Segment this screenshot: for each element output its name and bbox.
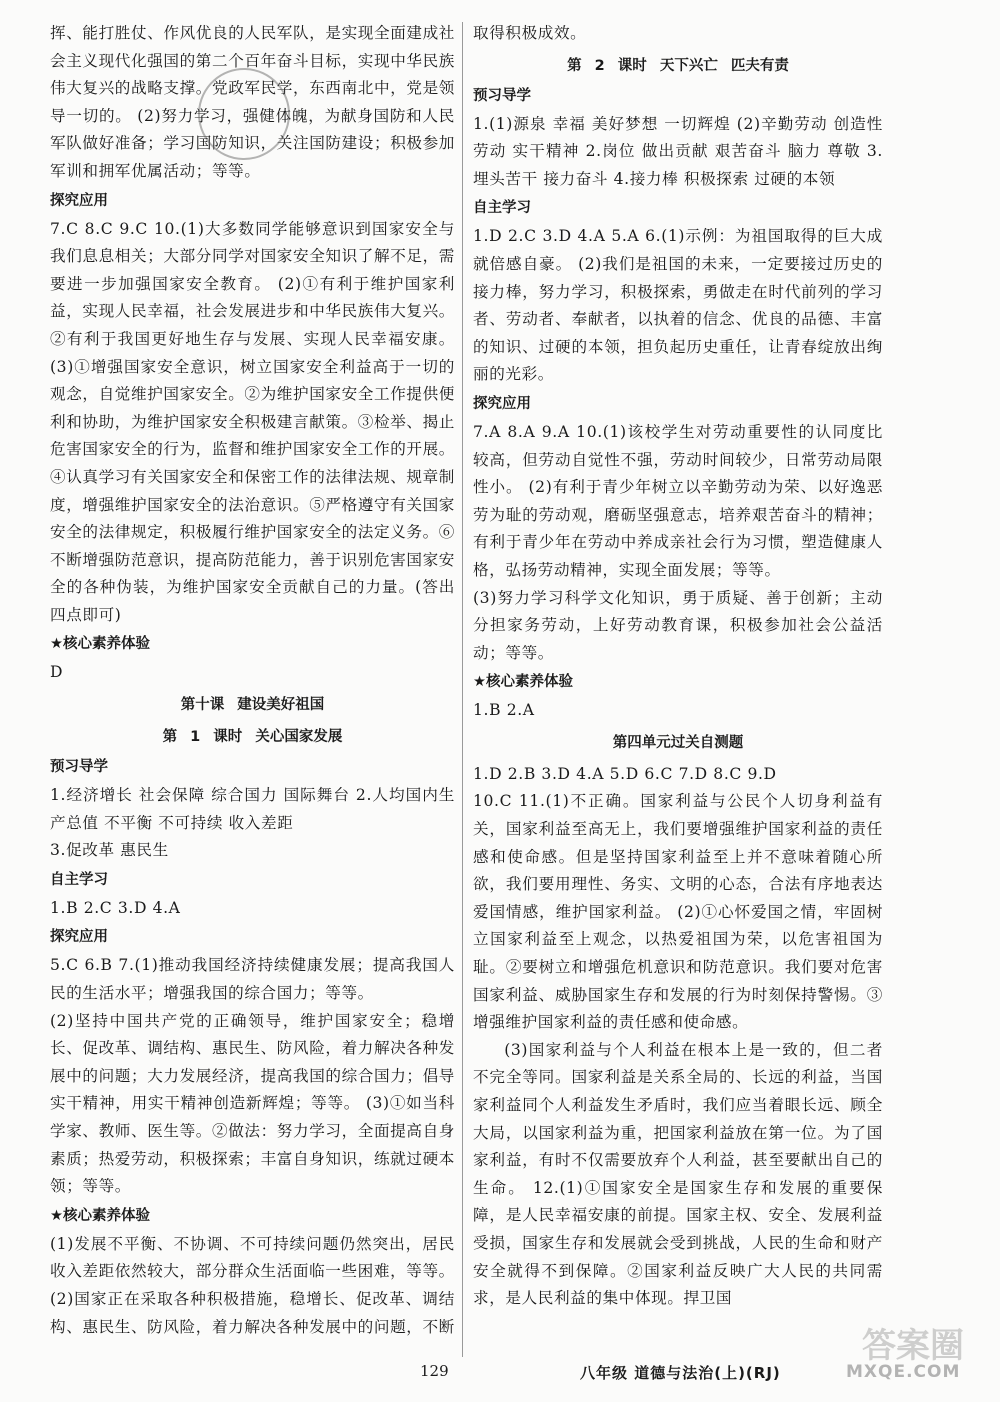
footer-title: 八年级 道德与法治(上)(RJ) — [580, 1364, 781, 1382]
section-heading: ★核心素养体验 — [473, 674, 573, 691]
period-title: 第 2 课时 天下兴亡 匹夫有责 — [567, 57, 789, 74]
paragraph: 1.经济增长 社会保障 综合国力 国际舞台 2.人均国内生产总值 不平衡 不可持续 收入差距 — [50, 786, 455, 832]
paragraph: (3)努力学习科学文化知识，勇于质疑、善于创新；主动分担家务劳动，上好劳动教育课，积极参加社会公益活动；等等。 — [473, 588, 883, 662]
paragraph: (3)国家利益与个人利益在根本上是一致的，但二者不完全等同。国家利益是关系全局的、长远的利益，当国家利益同个人利益发生矛盾时，我们应当着眼长远、顾全大局，以国家利益为重，把国家利益放在第一位。为了国家利益，有时不仅需要放弃个人利益，甚至要献出自己的生命。 12.(1)①国家安全是国家生存和发展的重要保障，是人民幸福安康的前提。国家主权、安全、发展利益受损，国家生存和发展就会受到挑战，人民的生命和财产安全就得不到保障。②国家利益反映广大人民的共同需求，是人民利益的集中体现。捍卫国 — [473, 1040, 883, 1308]
period-title: 第 1 课时 关心国家发展 — [162, 729, 343, 746]
column-divider — [462, 22, 463, 1357]
section-heading: 探究应用 — [473, 395, 531, 412]
paragraph: 1.B 2.C 3.D 4.A — [50, 898, 181, 917]
page-number: 129 — [420, 1362, 449, 1380]
paragraph: 5.C 6.B 7.(1)推动我国经济持续健康发展；提高我国人民的生活水平；增强我国的综合国力；等等。 — [50, 956, 455, 1003]
paragraph: 1.D 2.C 3.D 4.A 5.A 6.(1)示例：为祖国取得的巨大成就倍感自豪。 (2)我们是祖国的未来，一定要接过历史的接力棒，努力学习，积极探索，勇做走在时代前列的学习者、劳动者、奉献者，以执着的信念、优良的品德、丰富的知识、过硬的本领，担负起历史重任，让青春绽放出绚丽的光彩。 — [473, 227, 883, 384]
paragraph: (1)发展不平衡、不协调、不可持续问题仍然突出，居民收入差距依然较大，部分群众生活面临一些困难，等等。 — [50, 1234, 455, 1281]
unit-test-title: 第四单元过关自测题 — [612, 734, 744, 751]
paragraph: 10.C 11.(1)不正确。国家利益与公民个人切身利益有关，国家利益至高无上，我们要增强维护国家利益的责任感和使命感。但是坚持国家利益至上并不意味着随心所欲，我们要用理性、务实、文明的心态，合法有序地表达爱国情感，维护国家利益。 (2)①心怀爱国之情，牢固树立国家利益至上观念，以热爱祖国为荣，以危害祖国为耻。②要树立和增强危机意识和防范意识。我们要对危害国家利益、威胁国家生存和发展的行为时刻保持警惕。③增强维护国家利益的责任感和使命感。 — [473, 792, 883, 1032]
paragraph: 7.C 8.C 9.C 10.(1)大多数同学能够意识到国家安全与我们息息相关；大部分同学对国家安全知识了解不足，需要进一步加强国家安全教育。 (2)①有利于维护国家利益，实现人民幸福，社会发展进步和中华民族伟大复兴。②有利于我国更好地生存与发展、实现人民幸福安康。 (3)①增强国家安全意识，树立国家安全利益高于一切的观念，自觉维护国家安全。②为维护国家安全工作提供便利和协助，为维护国家安全积极建言献策。③检举、揭止危害国家安全的行为，监督和维护国家安全工作的开展。④认真学习有关国家安全和保密工作的法律法规、规章制度，增强维护国家安全的法治意识。⑤严格遵守有关国家安全的法律规定，积极履行维护国家安全的法定义务。⑥不断增强防范意识，提高防范能力，善于识别危害国家安全的各种伪装，为维护国家安全贡献自己的力量。(答出四点即可) — [50, 219, 455, 624]
paragraph: 取得积极成效。 — [473, 24, 587, 42]
left-column — [50, 20, 455, 1341]
right-column — [473, 20, 883, 1313]
section-heading: 预习导学 — [473, 87, 531, 104]
paragraph: 挥、能打胜仗、作风优良的人民军队，是实现全面建成社会主义现代化强国的第二个百年奋斗目标，实现中华民族伟大复兴的战略支撑。党政军民学，东西南北中，党是领导一切的。 (2)努力学习，强健体魄，为献身国防和人民军队做好准备；学习国防知识，关注国防建设；积极参加军训和拥军优属活动；等等。 — [50, 24, 455, 180]
section-heading: 探究应用 — [50, 192, 108, 209]
paragraph: 3.促改革 惠民生 — [50, 841, 169, 860]
section-heading: 探究应用 — [50, 929, 108, 946]
section-heading: 预习导学 — [50, 759, 108, 776]
watermark-logo: 答案圈 — [862, 1326, 964, 1366]
paragraph: (2)国家正在采取各种积极措施，稳增长、促改革、调结构、惠民生、防风险，着力解决各种发展中的问题，不断 — [50, 1289, 455, 1336]
section-heading: 自主学习 — [473, 200, 531, 217]
section-heading: ★核心素养体验 — [50, 636, 150, 653]
section-heading: ★核心素养体验 — [50, 1207, 150, 1224]
watermark-url: MXQE.COM — [846, 1362, 961, 1382]
paragraph: (2)坚持中国共产党的正确领导，维护国家安全；稳增长、促改革、调结构、惠民生、防风险，着力解决各种发展中的问题；大力发展经济，提高我国的综合国力；倡导实干精神，用实干精神创造新辉煌；等等。 (3)①如当科学家、教师、医生等。②做法：努力学习，全面提高自身素质；热爱劳动，积极探索；丰富自身知识，练就过硬本领；等等。 — [50, 1011, 455, 1196]
paragraph: D — [50, 663, 64, 682]
lesson-title: 第十课 建设美好祖国 — [180, 697, 325, 714]
paragraph: 7.A 8.A 9.A 10.(1)该校学生对劳动重要性的认同度比较高，但劳动自觉性不强，劳动时间较少，日常劳动局限性小。 (2)有利于青少年树立以辛勤劳动为荣、以好逸恶劳为耻的劳动观，磨砺坚强意志，培养艰苦奋斗的精神；有利于青少年在劳动中养成亲社会行为习惯，塑造健康人格，弘扬劳动精神，实现全面发展；等等。 — [473, 422, 883, 579]
paragraph: 1.B 2.A — [473, 701, 535, 720]
paragraph: 1.(1)源泉 幸福 美好梦想 一切辉煌 (2)辛勤劳动 创造性劳动 实干精神 2.岗位 做出贡献 艰苦奋斗 脑力 尊敬 3.埋头苦干 接力奋斗 4.接力棒 积极探索 过硬的本领 — [473, 114, 883, 188]
section-heading: 自主学习 — [50, 871, 108, 888]
paragraph: 1.D 2.B 3.D 4.A 5.D 6.C 7.D 8.C 9.D — [473, 764, 777, 783]
